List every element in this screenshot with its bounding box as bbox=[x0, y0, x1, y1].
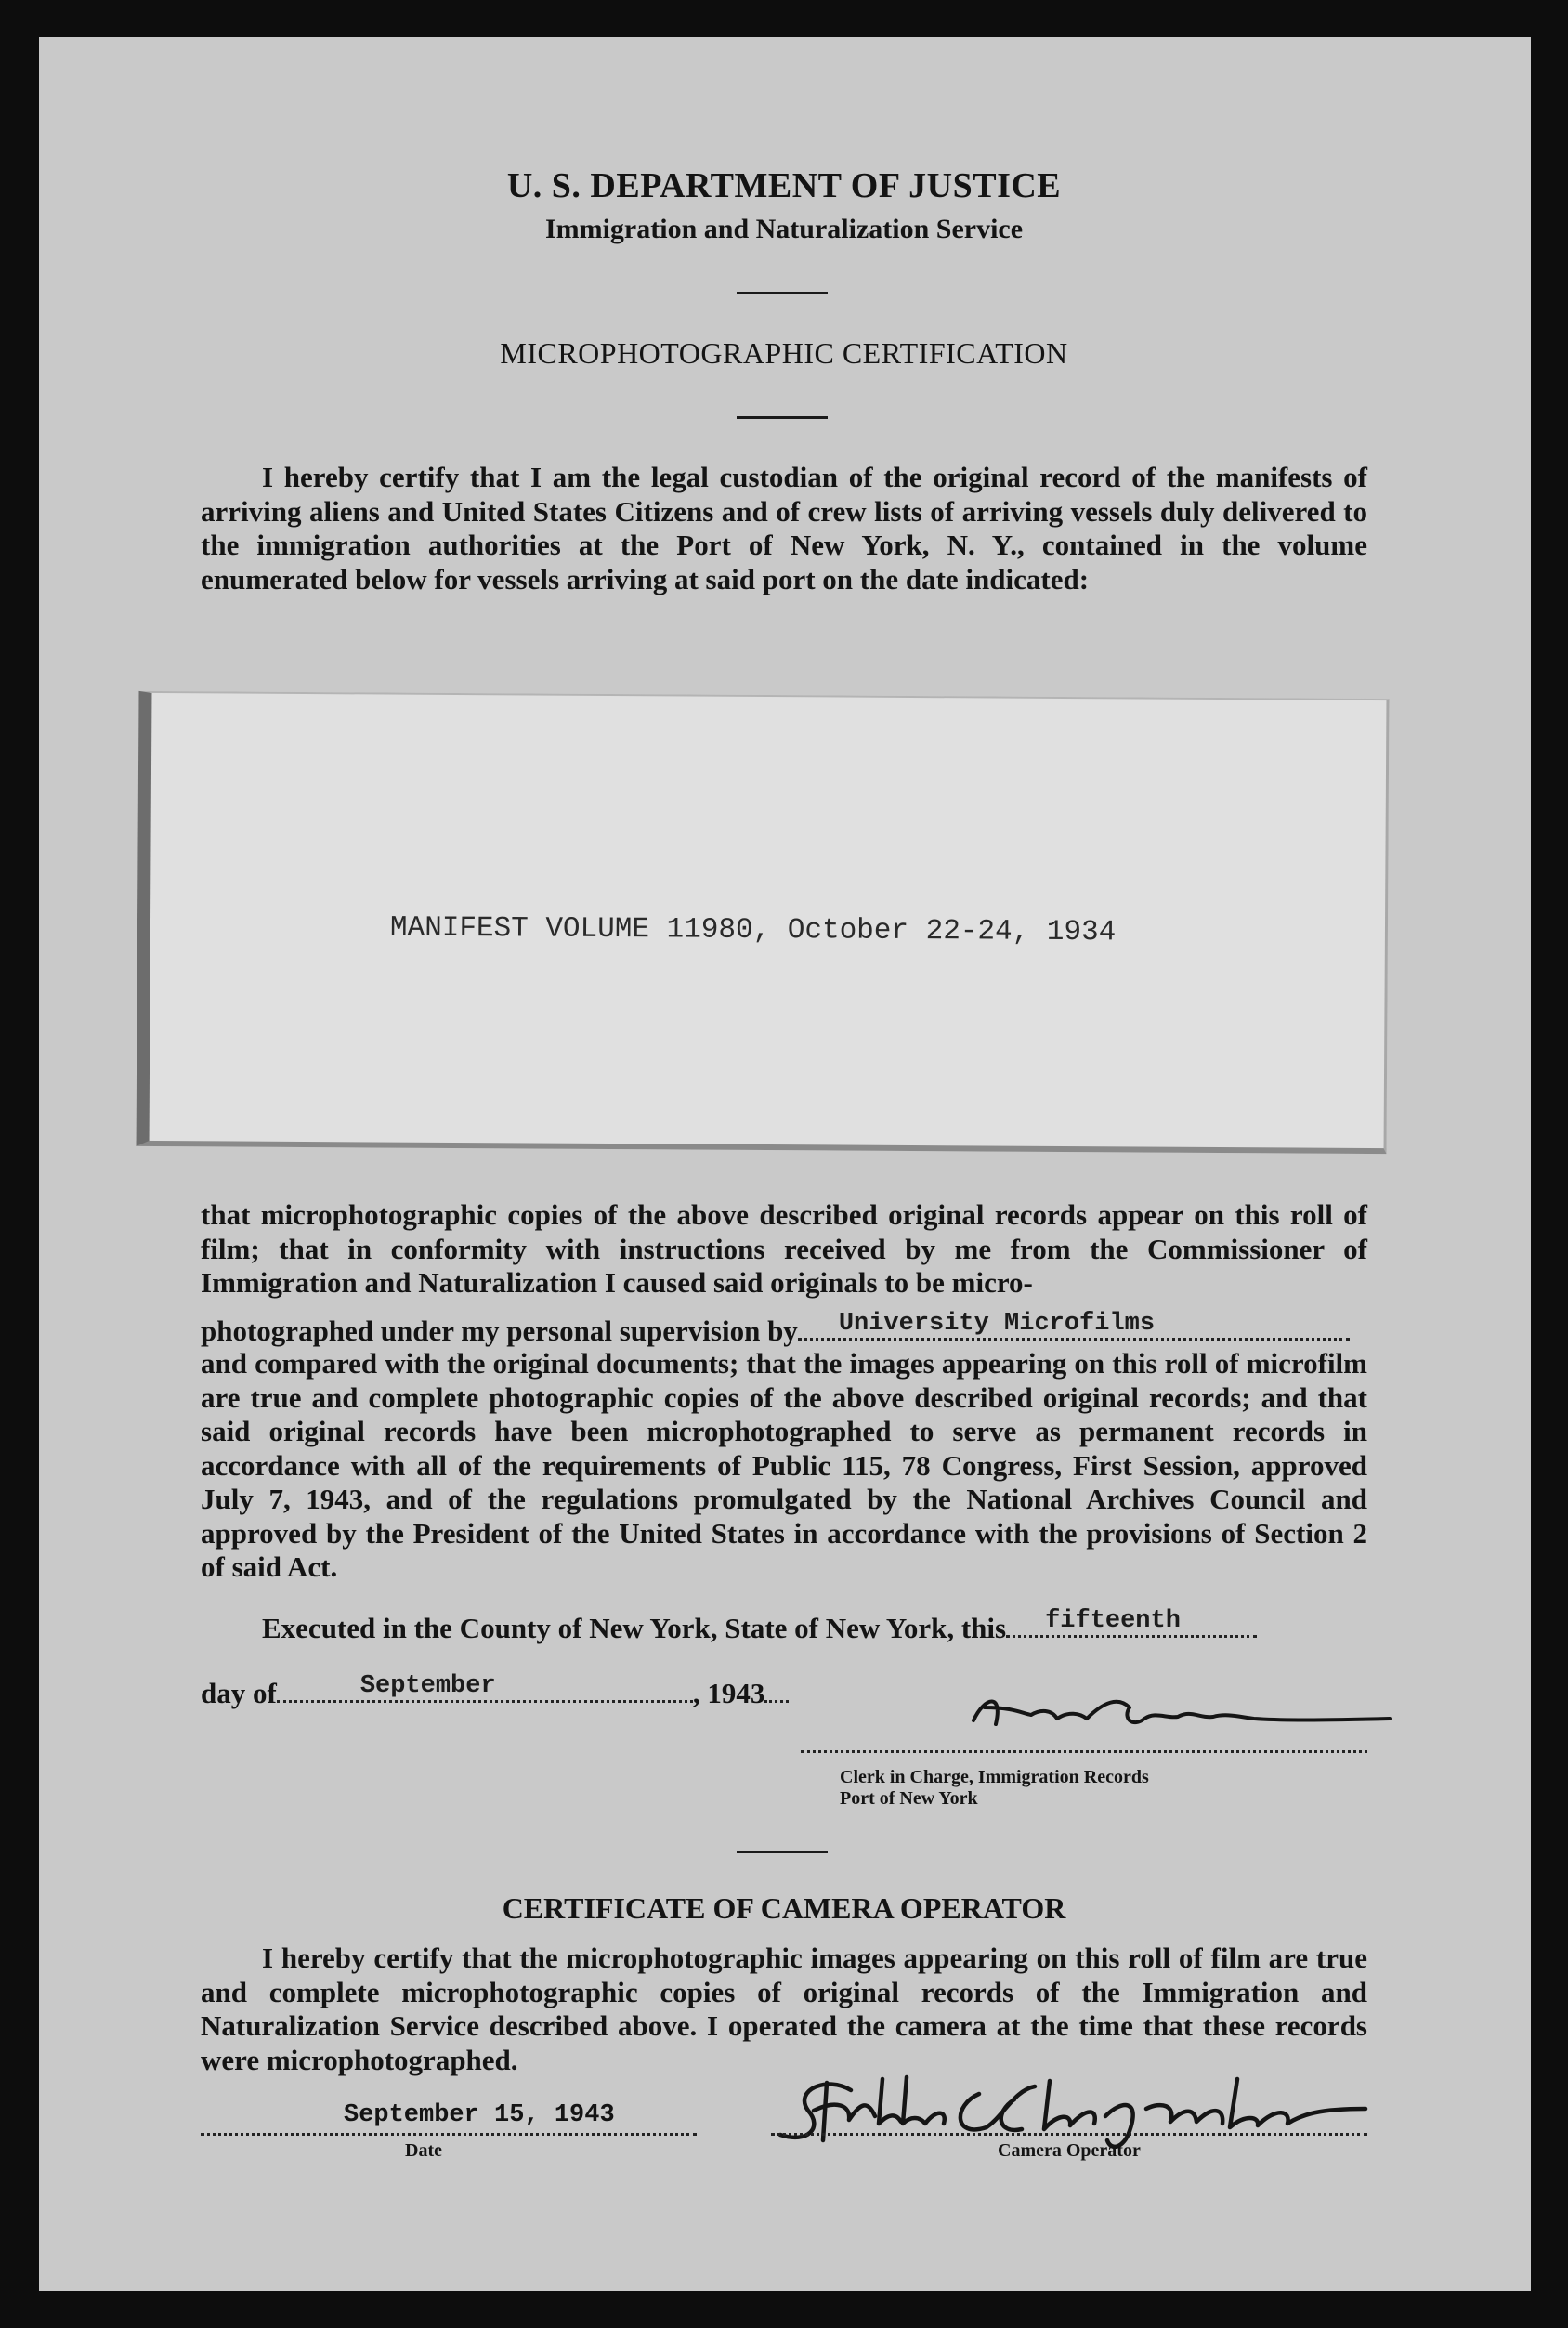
service-subheading: Immigration and Naturalization Service bbox=[544, 214, 1024, 244]
divider bbox=[737, 292, 828, 294]
year-trailing-dots bbox=[764, 1676, 789, 1703]
executed-line bbox=[262, 1607, 1257, 1645]
body-paragraph-2: and compared with the original documents; that the images appearing on this roll of microfilm are true and complete photographic copies of the above described original records; and that said original records have been microphotographed to serve as permanent records in accordance with all of the requirements of Public 115, 78 Congress, First Session, approved July 7, 1943, and of the regulations promulgated by the National Archives Council and approved by the President of the United States in accordance with the provisions of Section 2 of said Act. bbox=[201, 1347, 1367, 1583]
month-field bbox=[277, 1672, 693, 1703]
manifest-volume-text: MANIFEST VOLUME 11980, October 22-24, 1934 bbox=[389, 911, 1117, 949]
day-of-line bbox=[201, 1672, 789, 1710]
date-label: Date bbox=[405, 2140, 442, 2161]
divider bbox=[737, 1851, 828, 1853]
divider bbox=[737, 416, 828, 419]
manifest-volume-slip bbox=[137, 691, 1390, 1154]
clerk-title-line-2: Port of New York bbox=[840, 1788, 978, 1809]
operator-label: Camera Operator bbox=[998, 2140, 1141, 2161]
department-heading: U. S. DEPARTMENT OF JUSTICE bbox=[506, 166, 1062, 205]
year-value: , 1943 bbox=[692, 1677, 765, 1709]
month-value: September bbox=[359, 1672, 496, 1700]
executed-day-field bbox=[1006, 1607, 1257, 1638]
certification-body-2 bbox=[201, 1347, 1367, 1585]
date-value: September 15, 1943 bbox=[344, 2101, 615, 2129]
clerk-title-line-1: Clerk in Charge, Immigration Records bbox=[840, 1767, 1149, 1787]
executed-label: Executed in the County of New York, State of New York, this bbox=[262, 1612, 1007, 1644]
executed-day-value: fifteenth bbox=[1045, 1607, 1181, 1635]
body-paragraph-1: that microphotographic copies of the above described original records appear on this roll of film; that in conformity with instructions received by me from the Commissioner of Immigration and Naturalization I caused said originals to be micro- bbox=[201, 1198, 1367, 1299]
date-signature-line bbox=[201, 2133, 697, 2136]
photographed-by-label: photographed under my personal supervision by bbox=[201, 1314, 798, 1347]
intro-paragraph: I hereby certify that I am the legal custodian of the original record of the manifests of arriving aliens and United States Citizens and of crew lists of arriving vessels duly delivered to the immigration authorities at the Port of New York, N. Y., contained in the volume enumerated below for vessels arriving at said port on the date indicated: bbox=[201, 461, 1367, 595]
photographed-by-line bbox=[201, 1310, 1350, 1348]
camera-operator-title: CERTIFICATE OF CAMERA OPERATOR bbox=[502, 1891, 1066, 1925]
photographed-by-field bbox=[798, 1310, 1350, 1341]
clerk-signature-line bbox=[801, 1750, 1367, 1753]
certification-title: MICROPHOTOGRAPHIC CERTIFICATION bbox=[500, 336, 1068, 370]
photographed-by-value: University Microfilms bbox=[838, 1310, 1156, 1338]
certification-body-1 bbox=[201, 1198, 1367, 1301]
clerk-signature-icon bbox=[947, 1687, 1403, 1752]
camera-operator-paragraph: I hereby certify that the microphotographic images appearing on this roll of film are true and complete microphotographic copies of original records of the Immigration and Naturalization Service described above. I operated the camera at the time that these records were microphotographed. bbox=[201, 1942, 1367, 2076]
certification-intro bbox=[201, 461, 1367, 596]
day-of-label: day of bbox=[201, 1677, 277, 1709]
operator-signature-line bbox=[771, 2133, 1367, 2136]
camera-operator-text bbox=[201, 1942, 1367, 2077]
clerk-title bbox=[840, 1767, 1149, 1810]
